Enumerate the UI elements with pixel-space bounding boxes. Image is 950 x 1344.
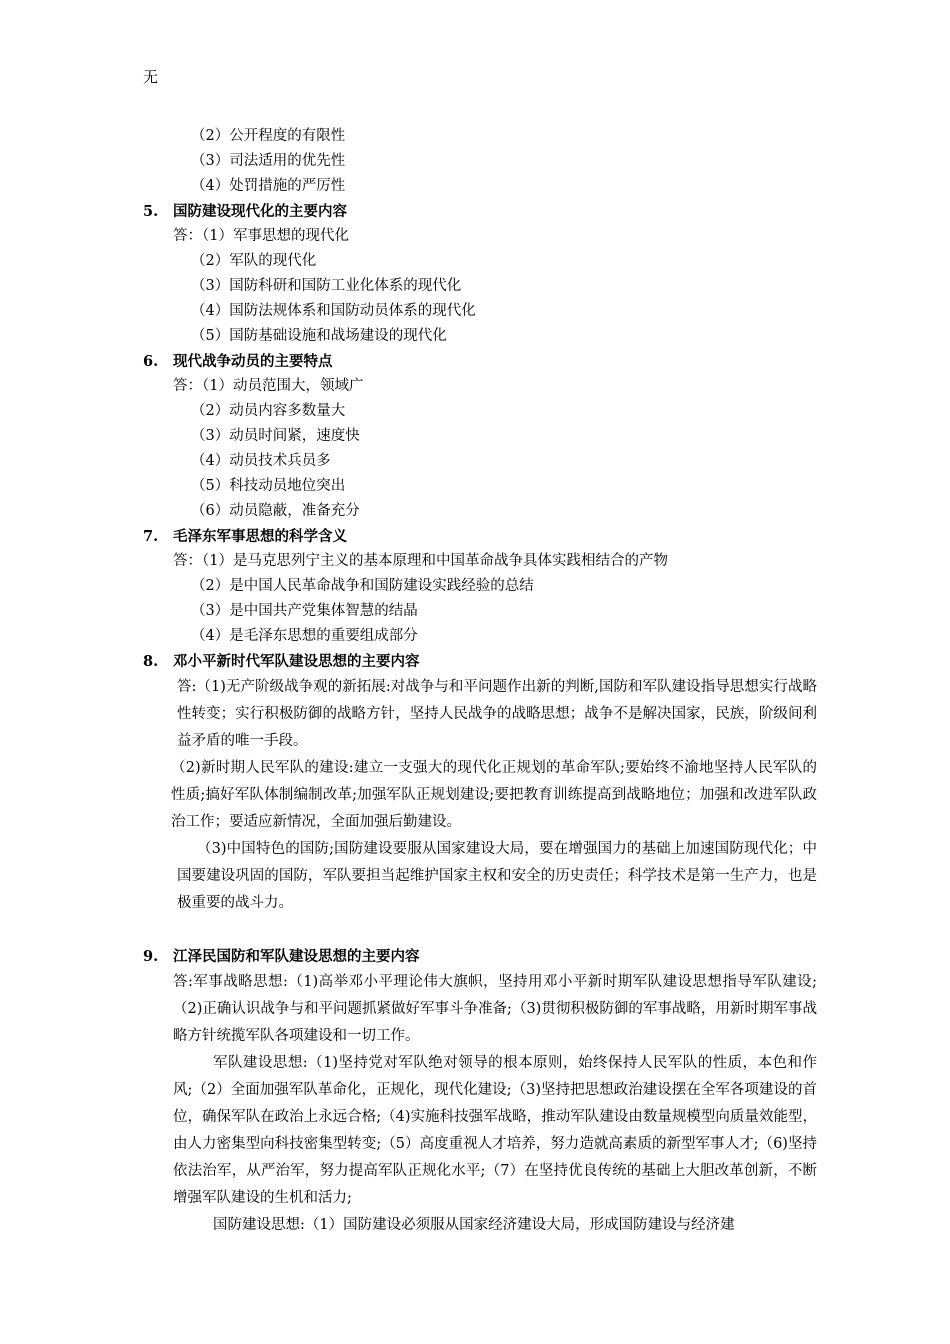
question-heading-7 xyxy=(143,524,823,549)
answer-paragraph: （3)中国特色的国防;国防建设要服从国家建设大局，要在增强国力的基础上加速国防现代化；中国要建设巩固的国防，军队要担当起维护国家主权和安全的历史责任；科学技术是第一生产力，也是极重要的战斗力。 xyxy=(177,841,817,911)
answer-first-line: 答：（1）动员范围大，领域广 xyxy=(173,378,364,394)
question-heading-8 xyxy=(143,649,823,674)
list-item: （2）是中国人民革命战争和国防建设实践经验的总结 xyxy=(191,578,534,594)
question-heading-5 xyxy=(143,199,823,224)
list-item: （3）国防科研和国防工业化体系的现代化 xyxy=(191,278,462,294)
list-item: （4）动员技术兵员多 xyxy=(191,453,331,469)
question-title: 邓小平新时代军队建设思想的主要内容 xyxy=(173,653,420,670)
question-heading-9 xyxy=(143,944,823,969)
question-number: 6. xyxy=(143,353,159,370)
question-number: 8. xyxy=(143,653,159,670)
answer-paragraph: 答:（1)无产阶级战争观的新拓展:对战争与和平问题作出新的判断,国防和军队建设指导思想实行战略性转变；实行积极防御的战略方针，坚持人民战争的战略思想；战争不是解决国家，民族，阶级间利益矛盾的唯一手段。 xyxy=(177,679,817,749)
answer-paragraph: 国防建设思想:（1）国防建设必须服从国家经济建设大局，形成国防建设与经济建 xyxy=(213,1217,735,1233)
question-number: 9. xyxy=(143,948,159,965)
answer-paragraph: 答:军事战略思想:（1)高举邓小平理论伟大旗帜，坚持用邓小平新时期军队建设思想指导军队建设;（2)正确认识战争与和平问题抓紧做好军事斗争准备;（3)贯彻积极防御的军事战略，用新时期军事战略方针统揽军队各项建设和一切工作。 xyxy=(173,974,817,1044)
answer-first-line: 答：（1）是马克思列宁主义的基本原理和中国革命战争具体实践相结合的产物 xyxy=(173,553,668,569)
list-item: （6）动员隐蔽，准备充分 xyxy=(191,503,360,519)
question-title: 国防建设现代化的主要内容 xyxy=(173,203,347,220)
question-title: 毛泽东军事思想的科学含义 xyxy=(173,528,347,545)
question-title: 江泽民国防和军队建设思想的主要内容 xyxy=(173,948,420,965)
list-item: （2）军队的现代化 xyxy=(191,253,317,269)
question-number: 7. xyxy=(143,528,159,545)
answer-paragraph: （2)新时期人民军队的建设:建立一支强大的现代化正规划的革命军队;要始终不渝地坚持人民军队的性质;搞好军队体制编制改革;加强军队正规划建设;要把教育训练提高到战略地位；加强和改进军队政治工作；要适应新情况，全面加强后勤建设。 xyxy=(171,760,817,830)
document-body xyxy=(143,124,823,1239)
question-heading-6 xyxy=(143,349,823,374)
question-title: 现代战争动员的主要特点 xyxy=(173,353,333,370)
list-item: （4）国防法规体系和国防动员体系的现代化 xyxy=(191,303,476,319)
answer-paragraph: 军队建设思想:（1)坚持党对军队绝对领导的根本原则，始终保持人民军队的性质，本色和作风;（2）全面加强军队革命化，正规化，现代化建设;（3)坚持把思想政治建设摆在全军各项建设的首位，确保军队在政治上永远合格;（4)实施科技强军战略，推动军队建设由数量规模型向质量效能型，由人力密集型向科技密集型转变;（5）高度重视人才培养，努力造就高素质的新型军事人才;（6)坚持依法治军，从严治军，努力提高军队正规化水平;（7）在坚持优良传统的基础上大胆改革创新，不断增强军队建设的生机和活力; xyxy=(173,1055,817,1206)
page-header-text: 无 xyxy=(143,68,159,86)
list-item: （4）是毛泽东思想的重要组成部分 xyxy=(191,628,418,644)
paragraph-spacer xyxy=(143,917,823,944)
answer-first-line: 答：（1）军事思想的现代化 xyxy=(173,228,349,244)
question-number: 5. xyxy=(143,203,159,220)
list-item: （5）科技动员地位突出 xyxy=(191,478,346,494)
list-item: （2）动员内容多数量大 xyxy=(191,403,346,419)
list-item: （4）处罚措施的严厉性 xyxy=(191,178,346,194)
list-item: （3）是中国共产党集体智慧的结晶 xyxy=(191,603,418,619)
list-item: （3）动员时间紧，速度快 xyxy=(191,428,360,444)
list-item: （2）公开程度的有限性 xyxy=(191,128,346,144)
list-item: （5）国防基础设施和战场建设的现代化 xyxy=(191,328,447,344)
list-item: （3）司法适用的优先性 xyxy=(191,153,346,169)
